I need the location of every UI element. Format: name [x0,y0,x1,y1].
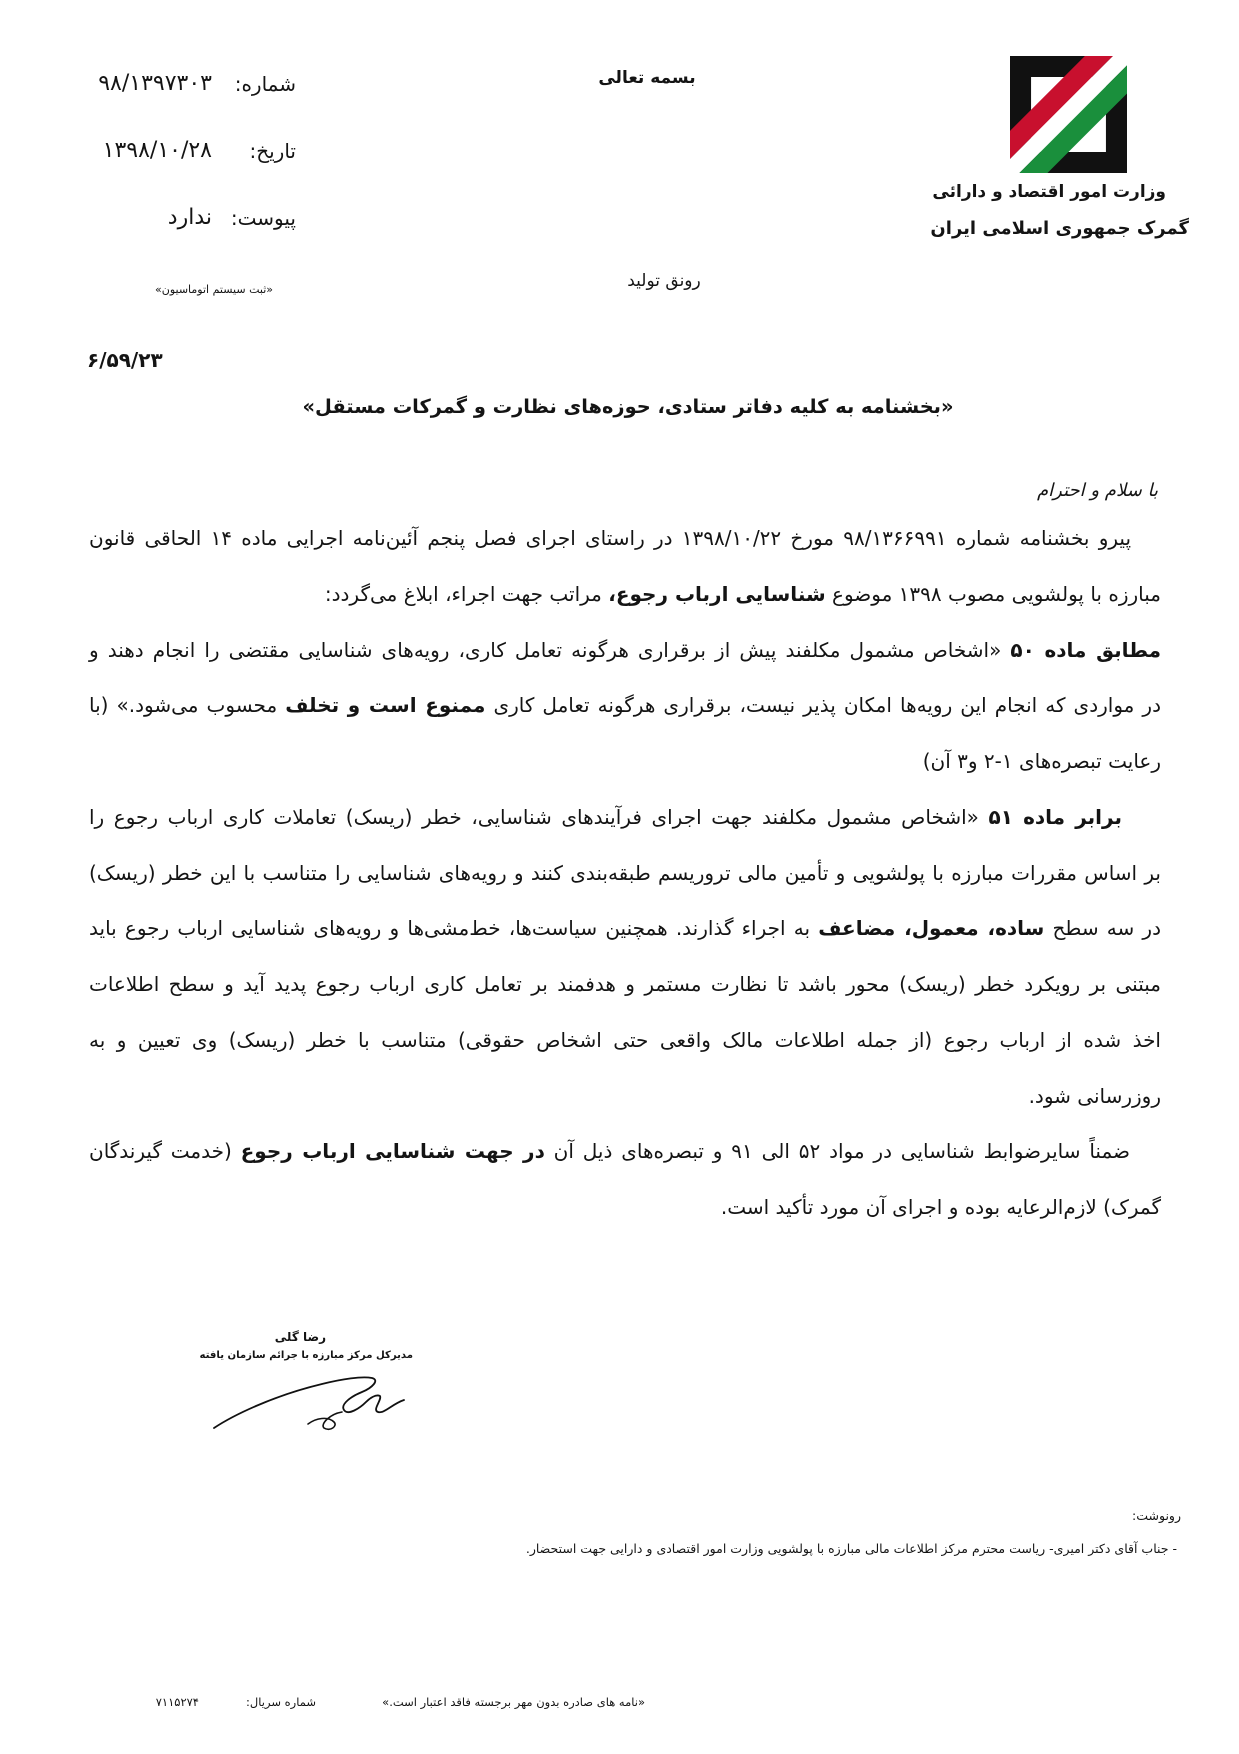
serial-number-value: ۷۱۱۵۲۷۴ [155,1695,199,1709]
reference-code: ۶/۵۹/۲۳ [87,348,163,372]
letter-number-value: ۹۸/۱۳۹۷۳۰۳ [98,71,212,96]
body-text: محسوب می‌شود.» (با [89,693,286,718]
organization-name: گمرک جمهوری اسلامی ایران [930,218,1189,239]
body-text: در سه سطح [1044,916,1161,941]
body-text: ضمناً سایرضوابط شناسایی در مواد ۵۲ الی ۹۱ و تبصره‌های ذیل آن [544,1139,1130,1164]
body-line [89,846,1161,902]
body-line [89,734,1161,790]
line-text [89,861,1161,885]
circular-title [296,392,960,422]
body-line [89,623,1161,679]
body-line [89,1180,1161,1236]
signature-stroke [308,1412,342,1429]
line-text [89,638,1161,662]
body-text: مراتب جهت اجراء، ابلاغ می‌گردد: [324,581,609,606]
bismillah-heading: بسمه تعالی [598,68,696,88]
attachment-label: پیوست: [230,206,296,230]
emphasis-text: برابر ماده ۵۱ [988,804,1122,829]
signatory-position [195,1348,413,1364]
body-line [89,1013,1161,1069]
line-text [89,805,1122,829]
signatory-name: رضا گلی [274,1330,326,1344]
line-text [89,916,1161,940]
body-text: پیرو بخشنامه شماره ۹۸/۱۳۶۶۹۹۱ مورخ ۱۳۹۸/۱۰/۲۲ در راستای اجرای فصل پنجم آئین‌نامه اجرایی ماده ۱۴ الحاقی قانون [89,526,1132,550]
letter-date-value: ۱۳۹۸/۱۰/۲۸ [102,138,212,163]
body-text: روزرسانی شود. [1028,1083,1161,1108]
line-text [923,749,1161,773]
body-text: در مواردی که انجام این رویه‌ها امکان پذیر نیست، برقراری هرگونه تعامل کاری [485,693,1161,718]
signature-stroke [214,1377,404,1428]
line-text [89,972,1161,996]
body-text: گمرک) لازم‌الرعایه بوده و اجرای آن مورد تأکید است. [720,1195,1161,1219]
line-text [89,526,1131,550]
body-line [89,790,1161,846]
customs-logo [1010,56,1127,173]
circular-title-text: «بخشنامه به کلیه دفاتر ستادی، حوزه‌های نظارت و گمرکات مستقل» [302,395,954,418]
body-line [89,511,1161,567]
line-text [89,693,1161,717]
emphasis-text: ساده، معمول، مضاعف [818,916,1045,941]
body-line [89,678,1161,734]
body-text: به اجراء گذارند. همچنین سیاست‌ها، خط‌مشی‌ها و رویه‌های شناسایی ارباب رجوع باید [89,916,819,941]
automation-note: «ثبت سیستم اتوماسیون» [155,283,273,296]
body-text: مبارزه با پولشویی مصوب ۱۳۹۸ موضوع [825,581,1161,606]
body-text: اخذ شده از ارباب رجوع (از جمله اطلاعات مالک واقعی حتی اشخاص حقوقی) متناسب با خطر (ریسک) وی تعیین و به [89,1027,1161,1052]
ministry-name: وزارت امور اقتصاد و دارائی [932,182,1166,202]
body-line [89,1069,1161,1125]
letter-date-label: تاریخ: [249,139,296,163]
emphasis-text: شناسایی ارباب رجوع، [608,581,826,606]
greeting: با سلام و احترام [1037,480,1158,501]
body-text: رعایت تبصره‌های ۱-۲ و۳ آن) [922,749,1161,773]
body-text: (خدمت گیرندگان [89,1139,241,1164]
cc-label: رونوشت: [1132,1508,1181,1523]
line-text [89,1139,1130,1163]
body-line [89,957,1161,1013]
attachment-value: ندارد [167,205,212,230]
validity-note-text: «نامه های صادره بدون مهر برجسته فاقد اعتبار است.» [382,1695,645,1709]
line-text [721,1195,1161,1219]
letter-body [89,511,1161,1236]
body-text: «اشخاص مشمول مکلفند جهت اجرای فرآیندهای شناسایی، خطر (ریسک) تعاملات کاری ارباب رجوع را [89,804,989,829]
handwritten-signature [212,1364,407,1436]
body-text: مبتنی بر رویکرد خطر (ریسک) محور باشد تا نظارت مستمر و هدفمند بر تعامل کاری ارباب رجوع پدید آید و سطح اطلاعات [89,972,1161,996]
body-text: «اشخاص مشمول مکلفند پیش از برقراری هرگونه تعامل کاری، رویه‌های شناسایی مقتضی را انجام دهند و [89,637,1011,662]
year-slogan: رونق تولید [627,271,701,291]
body-line [89,901,1161,957]
emphasis-text: مطابق ماده ۵۰ [1010,637,1161,662]
cc-recipient [463,1540,1177,1558]
body-text: بر اساس مقررات مبارزه با پولشویی و تأمین مالی تروریسم طبقه‌بندی کنند و رویه‌های شناسایی را متناسب با این خطر (ریسک) [89,860,1161,885]
body-line [89,1124,1161,1180]
emphasis-text: در جهت شناسایی ارباب رجوع [240,1139,545,1164]
line-text [89,1028,1161,1052]
emphasis-text: ممنوع است و تخلف [285,693,486,718]
cc-recipient-text: - جناب آقای دکتر امیری- ریاست محترم مرکز اطلاعات مالی مبارزه با پولشویی وزارت امور اقتصادی و دارایی جهت استحضار. [525,1541,1177,1556]
line-text [325,582,1161,606]
letter-number-label: شماره: [234,72,296,96]
body-line [89,567,1161,623]
validity-note [359,1694,645,1710]
serial-number-label: شماره سریال: [246,1695,316,1709]
line-text [1029,1084,1161,1108]
signatory-position-text: مدیرکل مرکز مبارزه با جرائم سازمان یافته [199,1350,413,1361]
